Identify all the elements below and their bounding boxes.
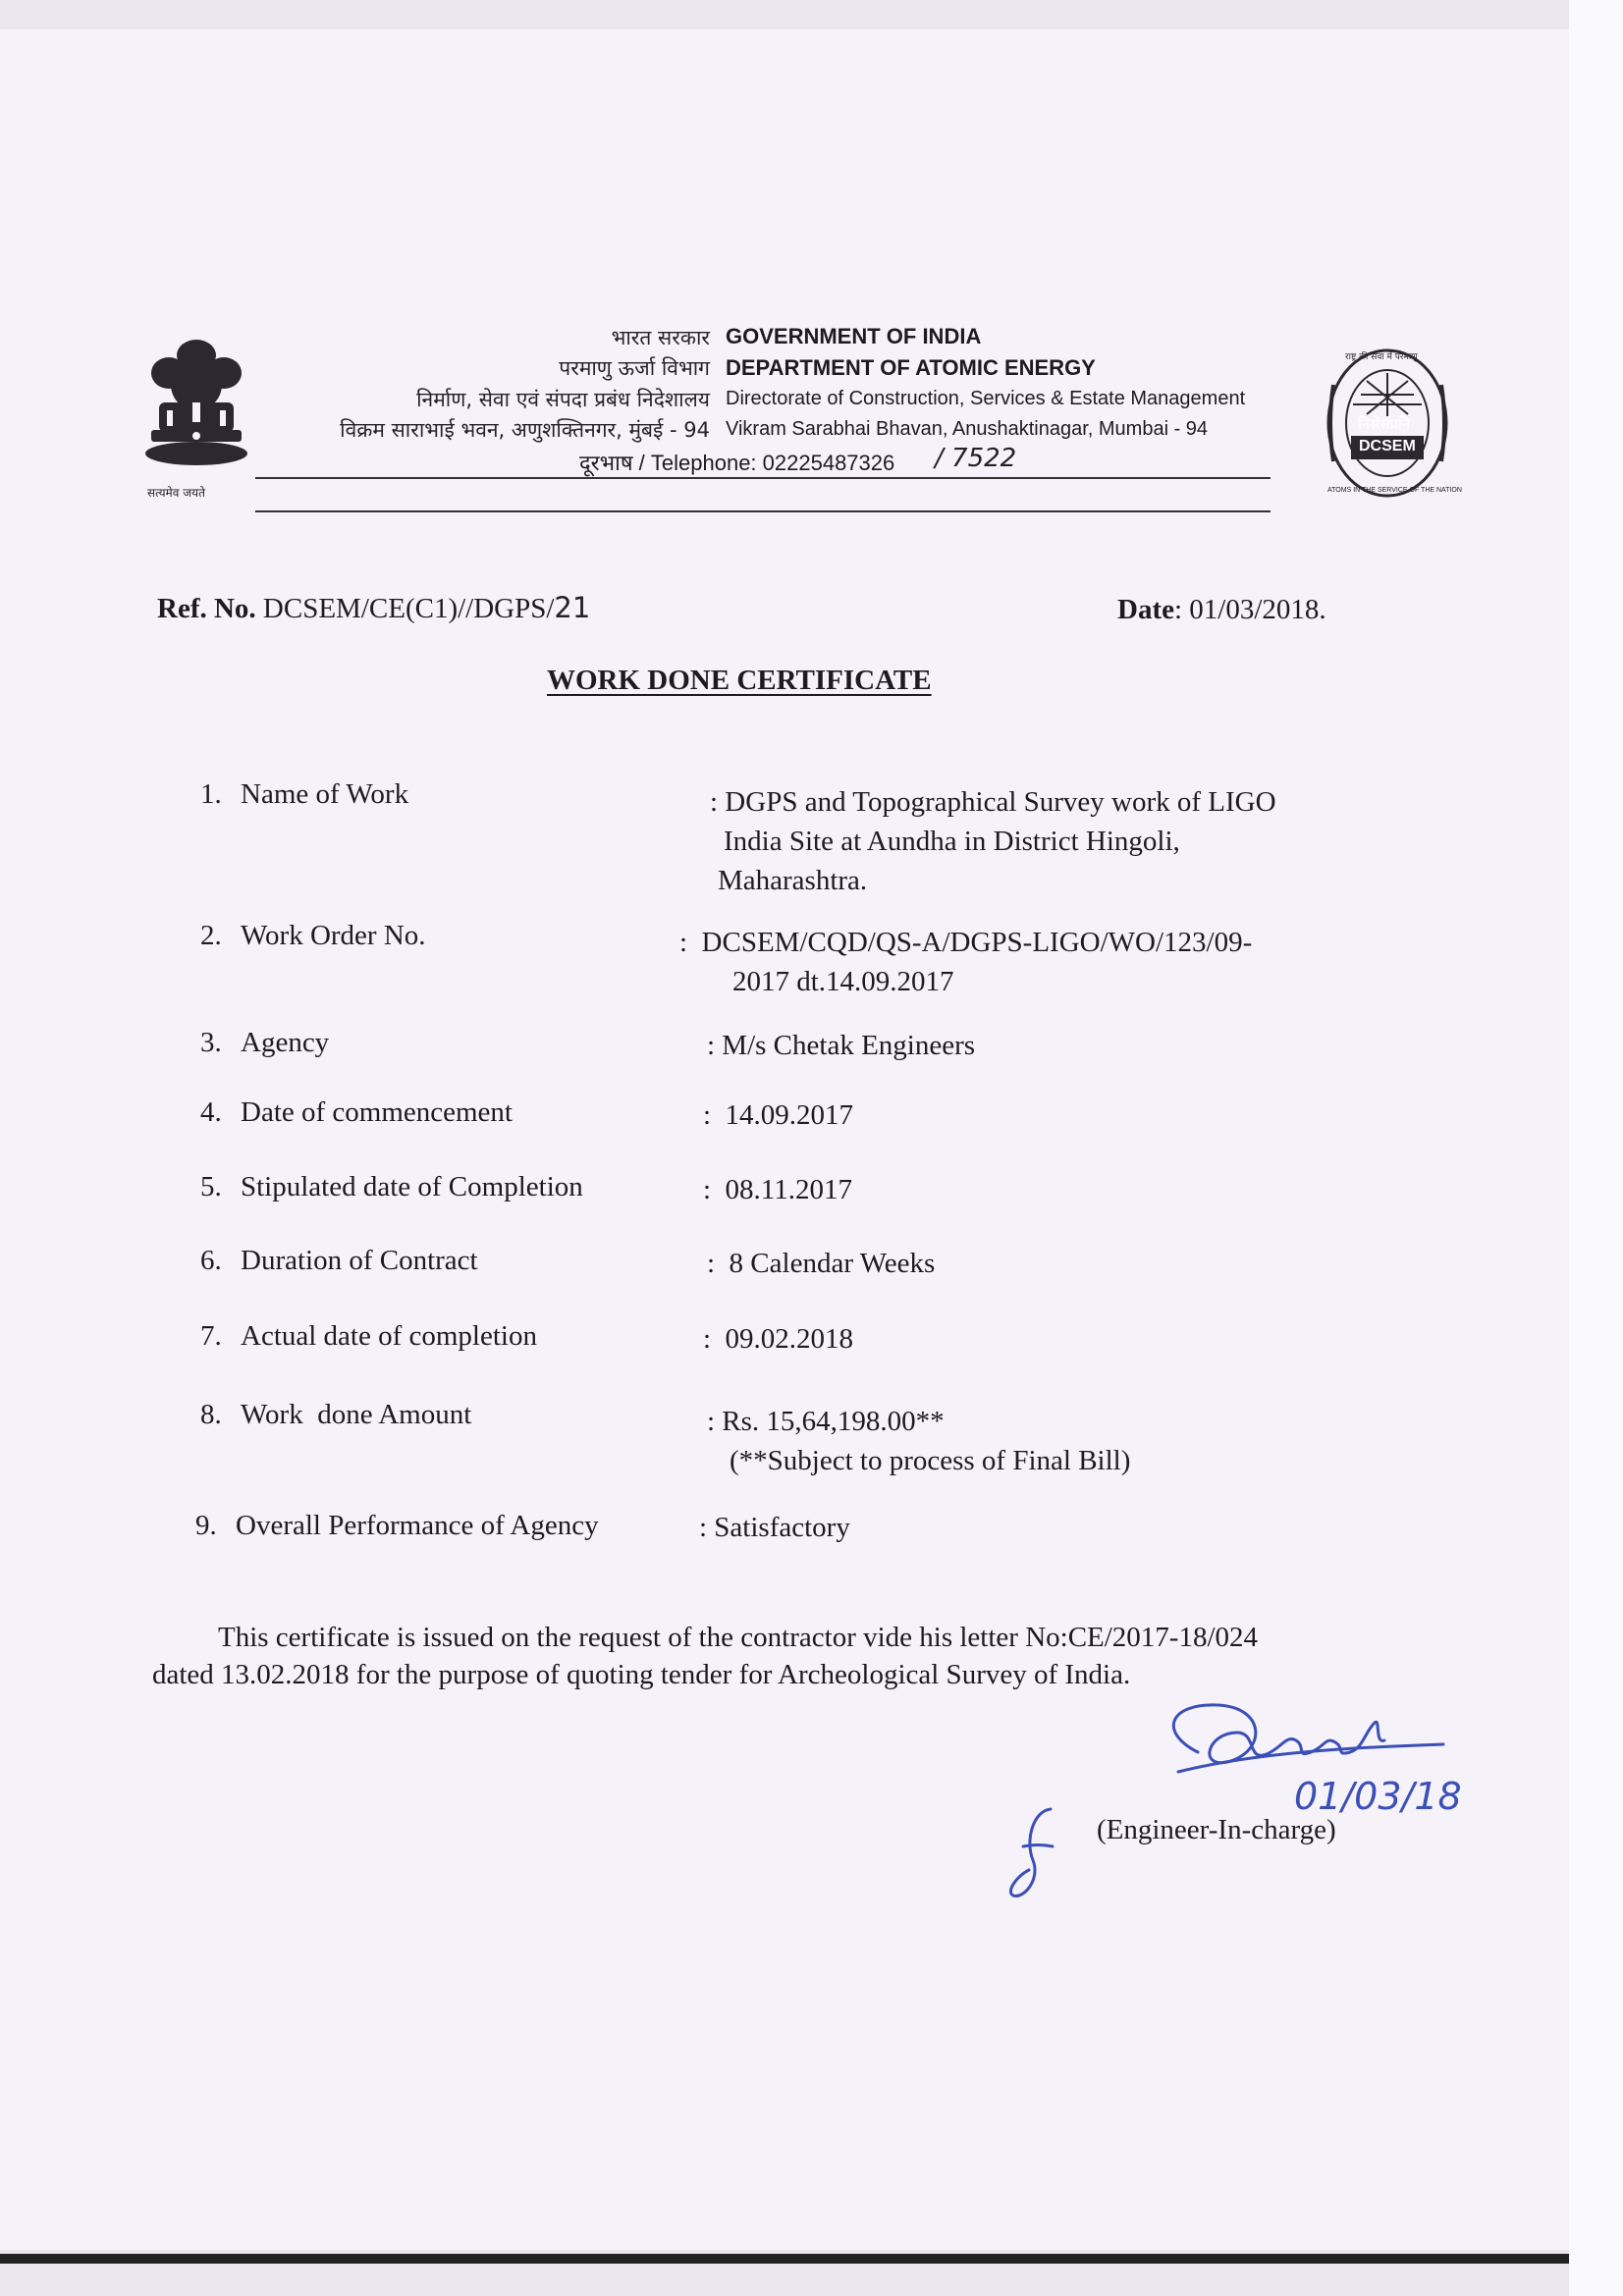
logo-ring-top: राष्ट्र की सेवा में परमाणु bbox=[1345, 352, 1418, 362]
header-hindi-government: भारत सरकार bbox=[611, 326, 710, 349]
item-value-commencement: : 14.09.2017 bbox=[703, 1099, 854, 1131]
header-government: GOVERNMENT OF INDIA bbox=[726, 324, 982, 348]
statement-line-2: dated 13.02.2018 for the purpose of quoting tender for Archeological Survey of India. bbox=[152, 1659, 1131, 1690]
item-value-stipulated-completion: : 08.11.2017 bbox=[703, 1174, 852, 1205]
item-label: Work done Amount bbox=[241, 1399, 472, 1430]
item-row-performance bbox=[195, 1510, 599, 1542]
item-label: Name of Work bbox=[241, 778, 409, 810]
item-value-work-order bbox=[679, 923, 1252, 1001]
item-label: Actual date of completion bbox=[241, 1320, 537, 1352]
header-rule-bottom bbox=[255, 510, 1271, 512]
logo-hindi-abbr: निसेसप्रनि bbox=[1358, 415, 1411, 433]
item-row-work-done-amount bbox=[200, 1399, 471, 1431]
item-label: Overall Performance of Agency bbox=[236, 1510, 599, 1541]
header-directorate: Directorate of Construction, Services & Estate Management bbox=[726, 388, 1246, 409]
header-department: DEPARTMENT OF ATOMIC ENERGY bbox=[726, 355, 1096, 380]
header-rule-top bbox=[255, 477, 1271, 479]
item-label: Work Order No. bbox=[241, 920, 426, 951]
header-hindi-department: परमाणु ऊर्जा विभाग bbox=[559, 356, 710, 380]
item-value-work-done-amount bbox=[707, 1402, 1130, 1480]
item-row-commencement bbox=[200, 1096, 513, 1129]
header-hindi-directorate: निर्माण, सेवा एवं संपदा प्रबंध निदेशालय bbox=[416, 388, 710, 411]
emblem-motto: सत्यमेव जयते bbox=[147, 486, 205, 500]
item-row-stipulated-completion bbox=[200, 1171, 583, 1203]
item-row-work-order bbox=[200, 920, 426, 952]
item-number: 9. bbox=[195, 1510, 217, 1541]
header-address: Vikram Sarabhai Bhavan, Anushaktinagar, Mumbai - 94 bbox=[726, 418, 1209, 440]
signature-date: 01/03/18 bbox=[1294, 1775, 1462, 1818]
item-label: Date of commencement bbox=[241, 1096, 513, 1128]
item-label: Stipulated date of Completion bbox=[241, 1171, 583, 1202]
logo-ring-bottom: ATOMS IN THE SERVICE OF THE NATION bbox=[1327, 487, 1462, 494]
item-value-actual-completion: : 09.02.2018 bbox=[703, 1323, 854, 1355]
scan-margin bbox=[1569, 0, 1623, 2296]
reference-handwritten-number: 21 bbox=[554, 591, 591, 624]
logo-abbr: DCSEM bbox=[1359, 438, 1416, 454]
handwritten-extension: / 7522 bbox=[935, 444, 1017, 473]
item-value-line: : Rs. 15,64,198.00** bbox=[707, 1406, 945, 1437]
item-value-agency: : M/s Chetak Engineers bbox=[707, 1030, 976, 1061]
item-number: 2. bbox=[200, 920, 222, 951]
item-number: 7. bbox=[200, 1320, 222, 1352]
header-telephone: दूरभाष / Telephone: 02225487326 bbox=[579, 451, 895, 475]
item-row-duration bbox=[200, 1245, 478, 1277]
item-number: 3. bbox=[200, 1027, 222, 1058]
item-value-duration: : 8 Calendar Weeks bbox=[707, 1248, 936, 1279]
item-number: 1. bbox=[200, 778, 222, 810]
date-line bbox=[1117, 594, 1326, 626]
date-value: : 01/03/2018. bbox=[1173, 594, 1326, 625]
item-row-actual-completion bbox=[200, 1320, 537, 1353]
reference-line bbox=[157, 591, 590, 625]
item-value-line: Maharashtra. bbox=[718, 865, 868, 896]
item-number: 6. bbox=[200, 1245, 222, 1276]
item-number: 4. bbox=[200, 1096, 222, 1128]
item-label: Duration of Contract bbox=[241, 1245, 478, 1276]
reference-label: Ref. No. bbox=[157, 593, 256, 624]
item-value-line: 2017 dt.14.09.2017 bbox=[732, 966, 954, 997]
item-row-name-of-work bbox=[200, 778, 408, 811]
item-value-line: : DGPS and Topographical Survey work of LIGO bbox=[710, 786, 1276, 818]
scan-edge bbox=[0, 2254, 1569, 2264]
item-value-line: India Site at Aundha in District Hingoli, bbox=[724, 826, 1180, 857]
item-number: 5. bbox=[200, 1171, 222, 1202]
item-value-name-of-work bbox=[710, 782, 1276, 900]
date-label: Date bbox=[1117, 594, 1174, 625]
signature-designation: (Engineer-In-charge) bbox=[1097, 1814, 1336, 1845]
reference-number: DCSEM/CE(C1)//DGPS/ bbox=[262, 593, 555, 624]
item-number: 8. bbox=[200, 1399, 222, 1430]
item-value-performance: : Satisfactory bbox=[699, 1512, 850, 1543]
header-hindi-address: विक्रम साराभाई भवन, अणुशक्तिनगर, मुंबई - 94 bbox=[340, 418, 710, 442]
certificate-title: WORK DONE CERTIFICATE bbox=[547, 665, 932, 696]
item-value-line: : DCSEM/CQD/QS-A/DGPS-LIGO/WO/123/09- bbox=[679, 927, 1253, 958]
initials-scribble bbox=[1003, 1801, 1062, 1909]
national-emblem bbox=[137, 334, 255, 491]
item-row-agency bbox=[200, 1027, 329, 1059]
item-value-line: (**Subject to process of Final Bill) bbox=[730, 1445, 1131, 1476]
statement-line-1: This certificate is issued on the request of the contractor vide his letter No:CE/2017-18/024 bbox=[218, 1622, 1259, 1653]
item-label: Agency bbox=[241, 1027, 330, 1058]
